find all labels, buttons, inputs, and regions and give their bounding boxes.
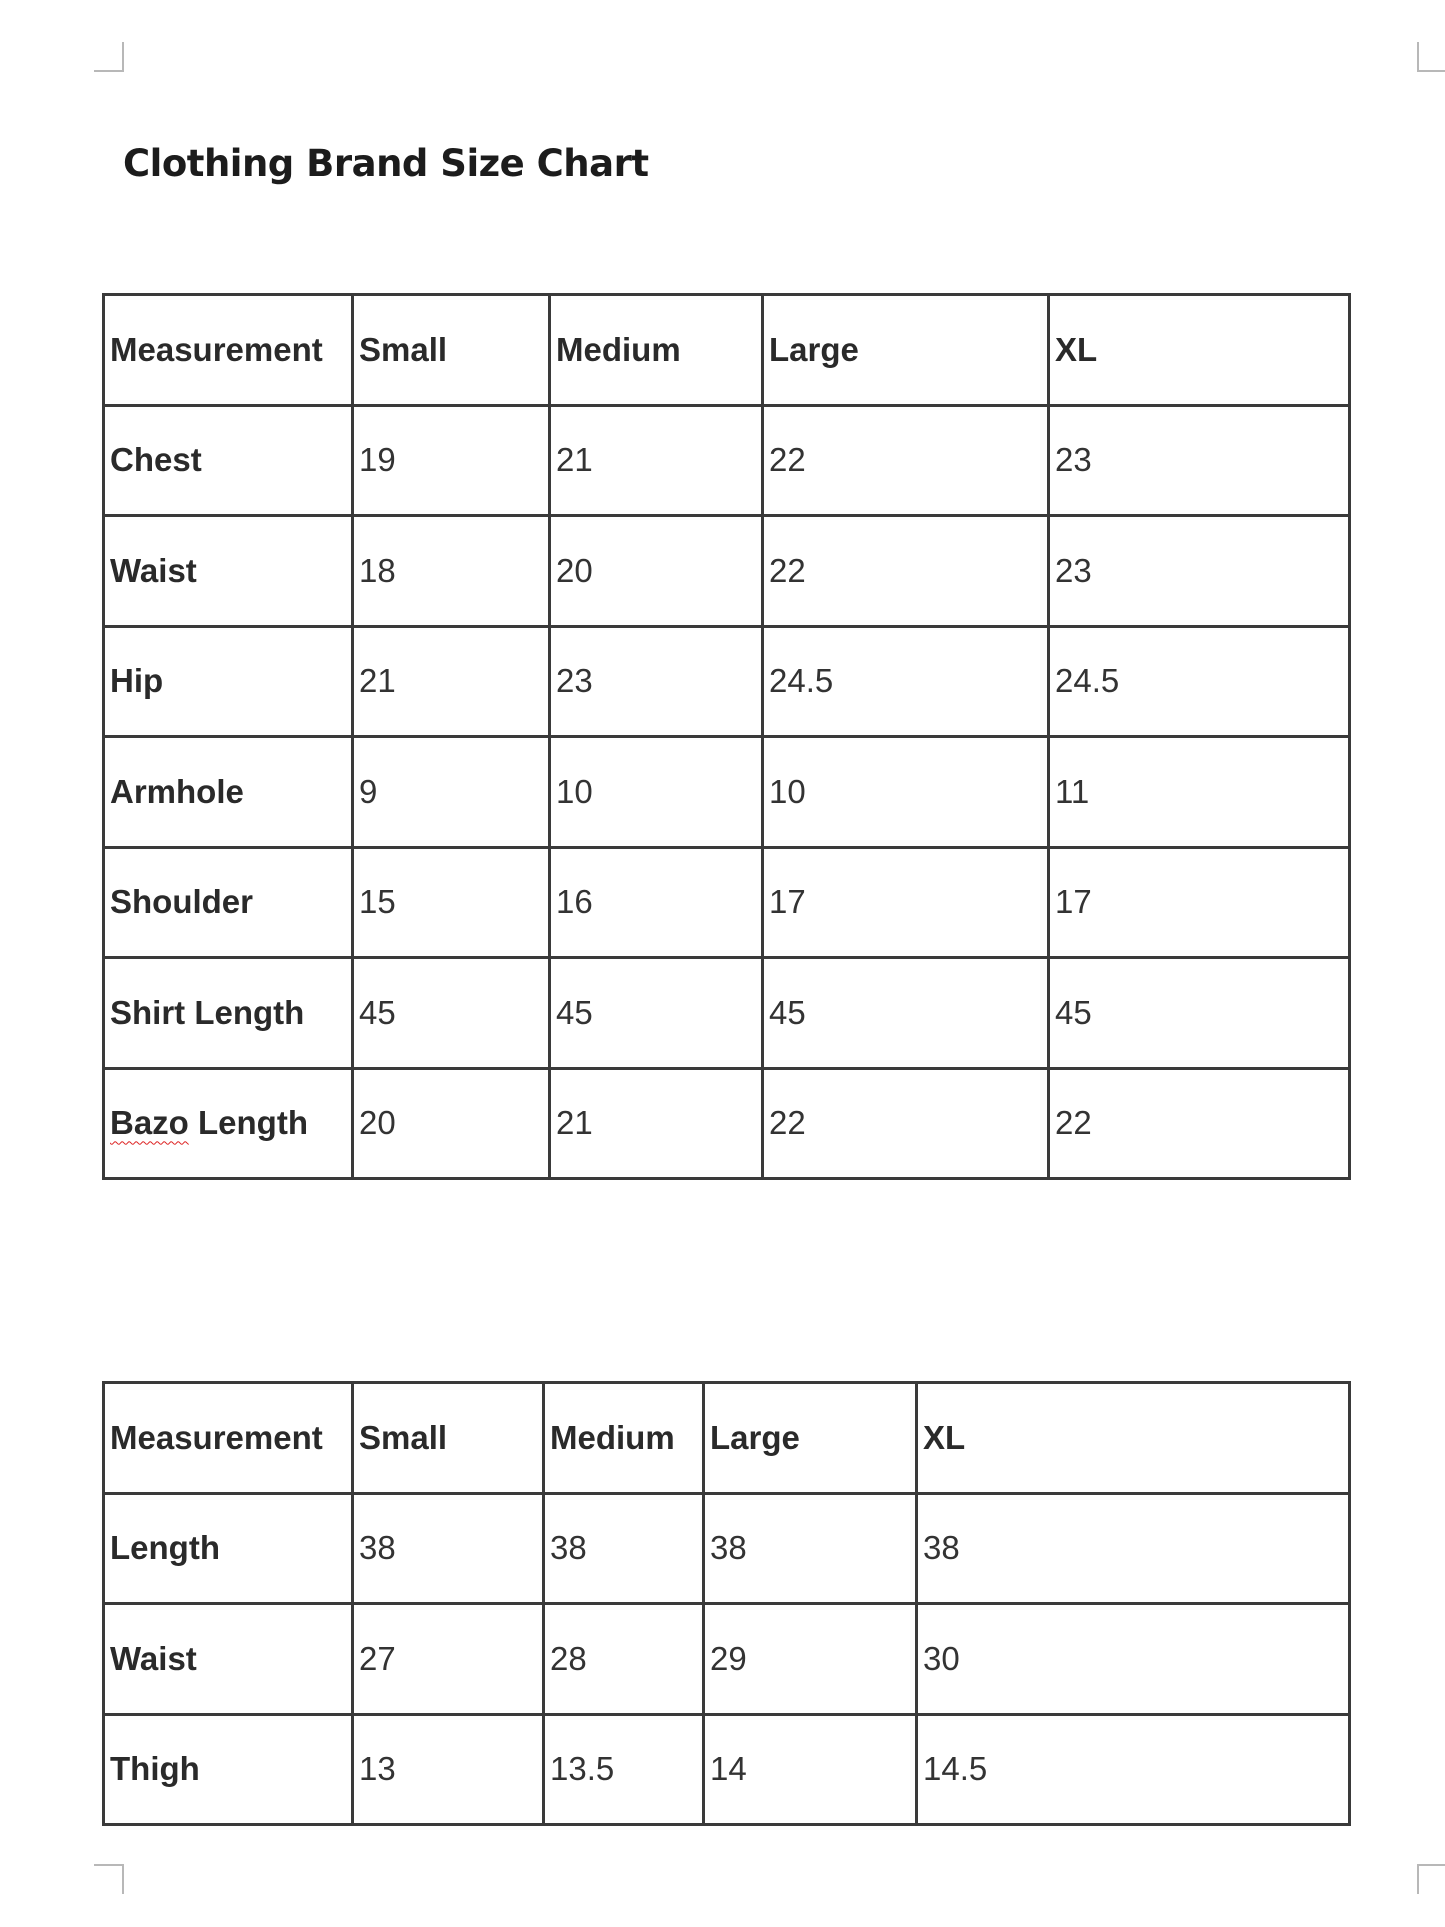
value-cell[interactable]: 29 [704, 1604, 917, 1715]
value-cell[interactable]: 22 [1049, 1068, 1350, 1179]
value-cell[interactable]: 22 [763, 516, 1049, 627]
value-cell[interactable]: 10 [550, 737, 763, 848]
row-label-cell[interactable]: Length [104, 1493, 353, 1604]
value-cell[interactable]: 14 [704, 1714, 917, 1825]
table-row [104, 626, 1350, 737]
value-cell[interactable]: 23 [1049, 516, 1350, 627]
table-row [104, 737, 1350, 848]
value-cell[interactable]: 19 [353, 405, 550, 516]
top-size-table [102, 293, 1351, 1180]
table-header-cell[interactable]: XL [917, 1383, 1350, 1494]
value-cell[interactable]: 21 [550, 1068, 763, 1179]
table-row [104, 958, 1350, 1069]
value-cell[interactable]: 38 [704, 1493, 917, 1604]
table-row [104, 1068, 1350, 1179]
spellcheck-underlined-word: Bazo [110, 1104, 189, 1142]
document-title[interactable]: Clothing Brand Size Chart [123, 142, 649, 185]
table-header-cell[interactable]: Measurement [104, 1383, 353, 1494]
table-header-cell[interactable]: Measurement [104, 295, 353, 406]
value-cell[interactable]: 20 [353, 1068, 550, 1179]
value-cell[interactable]: 9 [353, 737, 550, 848]
value-cell[interactable]: 15 [353, 847, 550, 958]
table-header-cell[interactable]: Small [353, 295, 550, 406]
table-row [104, 405, 1350, 516]
table-header-row [104, 295, 1350, 406]
value-cell[interactable]: 21 [550, 405, 763, 516]
value-cell[interactable]: 38 [353, 1493, 544, 1604]
row-label-cell[interactable] [104, 1068, 353, 1179]
value-cell[interactable]: 11 [1049, 737, 1350, 848]
value-cell[interactable]: 24.5 [763, 626, 1049, 737]
table-header-cell[interactable]: Large [704, 1383, 917, 1494]
value-cell[interactable]: 23 [1049, 405, 1350, 516]
value-cell[interactable]: 18 [353, 516, 550, 627]
value-cell[interactable]: 14.5 [917, 1714, 1350, 1825]
row-label-cell[interactable]: Waist [104, 1604, 353, 1715]
row-label-cell[interactable]: Hip [104, 626, 353, 737]
table-header-cell[interactable]: XL [1049, 295, 1350, 406]
value-cell[interactable]: 16 [550, 847, 763, 958]
page-corner-mark-top-left [94, 42, 124, 72]
table-row [104, 1493, 1350, 1604]
row-label-cell[interactable]: Armhole [104, 737, 353, 848]
value-cell[interactable]: 22 [763, 1068, 1049, 1179]
page-corner-mark-top-right [1417, 42, 1445, 72]
value-cell[interactable]: 27 [353, 1604, 544, 1715]
table-header-cell[interactable]: Medium [544, 1383, 704, 1494]
table-header-cell[interactable]: Large [763, 295, 1049, 406]
table-header-row [104, 1383, 1350, 1494]
value-cell[interactable]: 45 [1049, 958, 1350, 1069]
table-row [104, 1714, 1350, 1825]
table-header-cell[interactable]: Medium [550, 295, 763, 406]
row-label-cell[interactable]: Shoulder [104, 847, 353, 958]
table-row [104, 1604, 1350, 1715]
value-cell[interactable]: 13.5 [544, 1714, 704, 1825]
row-label-cell[interactable]: Thigh [104, 1714, 353, 1825]
value-cell[interactable]: 20 [550, 516, 763, 627]
value-cell[interactable]: 38 [917, 1493, 1350, 1604]
value-cell[interactable]: 24.5 [1049, 626, 1350, 737]
table-row [104, 516, 1350, 627]
value-cell[interactable]: 45 [550, 958, 763, 1069]
bottom-size-table-body [104, 1383, 1350, 1825]
page-corner-mark-bottom-left [94, 1864, 124, 1894]
row-label-remainder: Length [188, 1104, 308, 1142]
value-cell[interactable]: 10 [763, 737, 1049, 848]
value-cell[interactable]: 17 [763, 847, 1049, 958]
row-label-cell[interactable]: Waist [104, 516, 353, 627]
bottom-size-table [102, 1381, 1351, 1826]
value-cell[interactable]: 21 [353, 626, 550, 737]
value-cell[interactable]: 30 [917, 1604, 1350, 1715]
page-corner-mark-bottom-right [1417, 1864, 1445, 1894]
table-row [104, 847, 1350, 958]
value-cell[interactable]: 17 [1049, 847, 1350, 958]
value-cell[interactable]: 13 [353, 1714, 544, 1825]
row-label-cell[interactable]: Chest [104, 405, 353, 516]
value-cell[interactable]: 45 [353, 958, 550, 1069]
value-cell[interactable]: 45 [763, 958, 1049, 1069]
value-cell[interactable]: 28 [544, 1604, 704, 1715]
value-cell[interactable]: 38 [544, 1493, 704, 1604]
table-header-cell[interactable]: Small [353, 1383, 544, 1494]
value-cell[interactable]: 23 [550, 626, 763, 737]
top-size-table-body [104, 295, 1350, 1179]
value-cell[interactable]: 22 [763, 405, 1049, 516]
row-label-cell[interactable]: Shirt Length [104, 958, 353, 1069]
